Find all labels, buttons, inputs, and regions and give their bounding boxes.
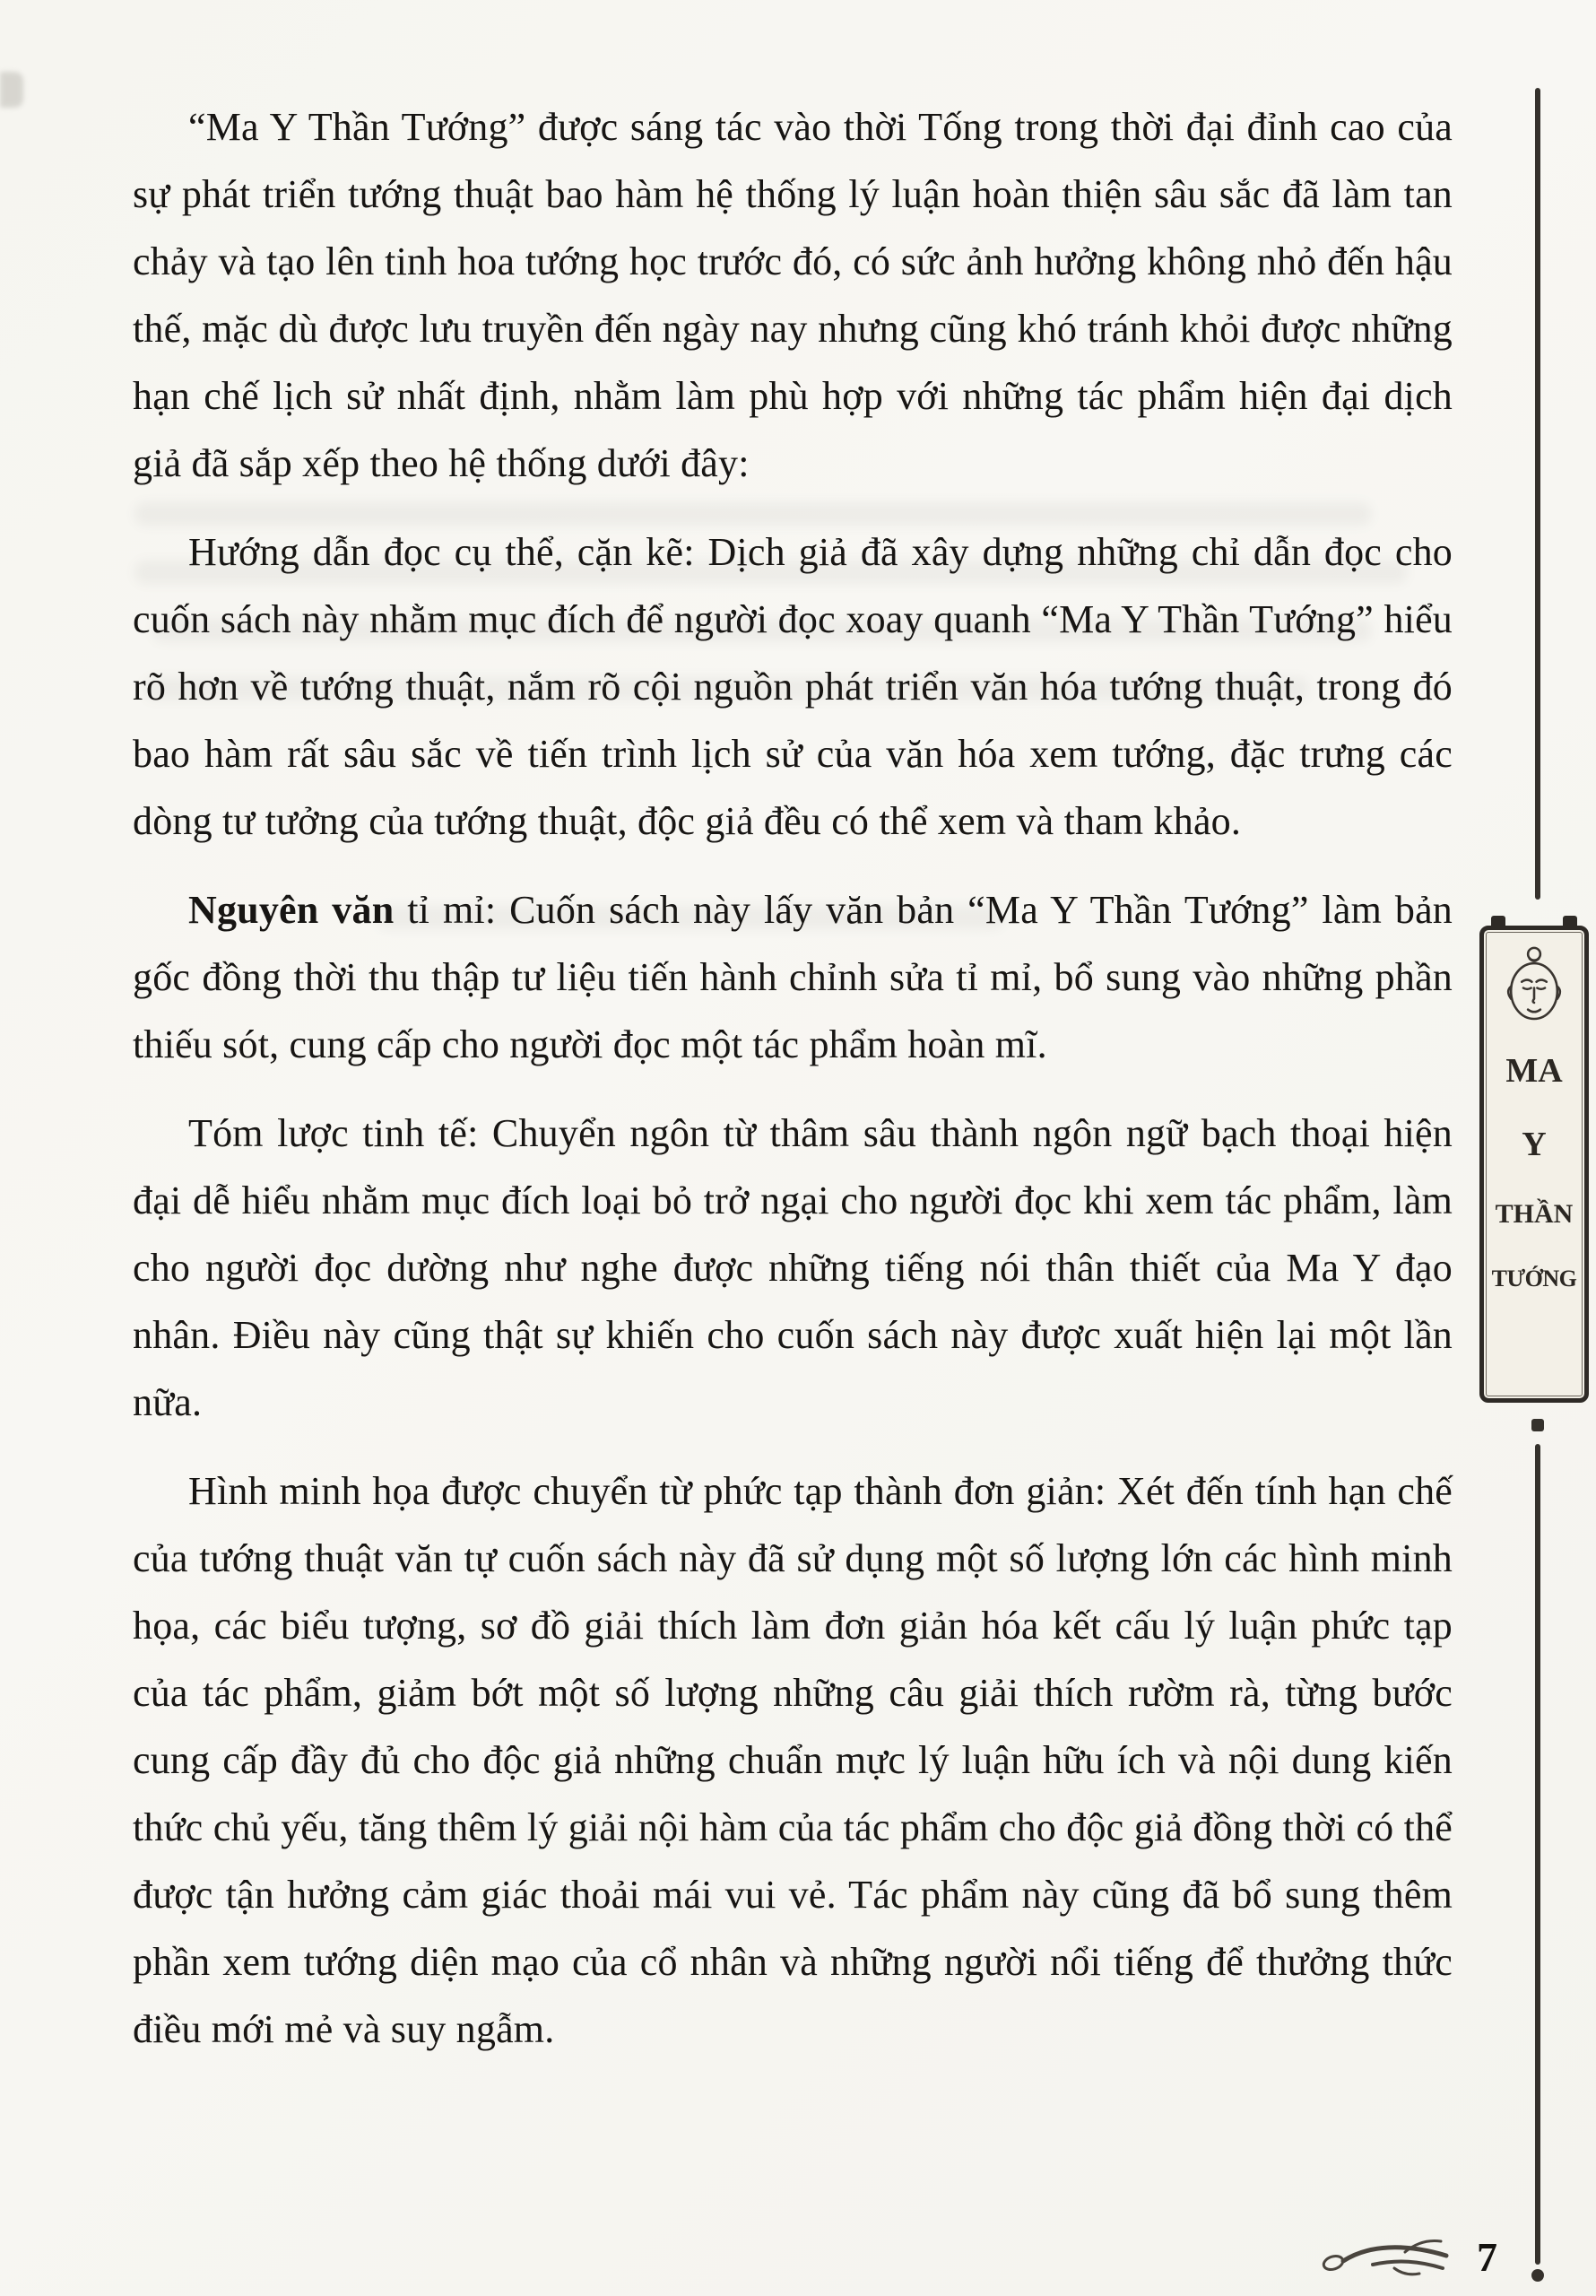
- seal-title-line: THẦN: [1495, 1199, 1574, 1229]
- vertical-rule-bottom: [1535, 1444, 1540, 2265]
- page-number: 7: [1477, 2234, 1497, 2280]
- rule-end-dot: [1531, 2269, 1544, 2282]
- seal-title-line: Y: [1522, 1126, 1547, 1163]
- paragraph-intro: “Ma Y Thần Tướng” được sáng tác vào thời Tống trong thời đại đỉnh cao của sự phát triển tướng thuật bao hàm hệ thống lý luận hoàn thiện sâu sắc đã làm tan chảy và tạo lên tinh hoa tướng học trước đó, có sức ảnh hưởng không nhỏ đến hậu thế, mặc dù được lưu truyền đến ngày nay nhưng cũng khó tránh khỏi được những hạn chế lịch sử nhất định, nhằm làm phù hợp với những tác phẩm hiện đại dịch giả đã sắp xếp theo hệ thống dưới đây:: [133, 105, 1453, 485]
- monk-face-icon: [1496, 943, 1573, 1029]
- paragraph-original-text-body: tỉ mỉ: Cuốn sách này lấy văn bản “Ma Y Thần Tướng” làm bản gốc đồng thời thu thập tư liệu tiến hành chỉnh sửa tỉ mỉ, bổ sung vào những phần thiếu sót, cung cấp cho người đọc một tác phẩm hoàn mĩ.: [133, 888, 1453, 1066]
- scan-artifact: [0, 72, 23, 108]
- paragraph-bold-lead: Nguyên văn: [188, 888, 395, 932]
- seal-title-line: TƯỚNG: [1491, 1265, 1577, 1292]
- rule-dot: [1531, 1419, 1544, 1431]
- paragraph-reading-guide: Hướng dẫn đọc cụ thể, cặn kẽ: Dịch giả đã xây dựng những chỉ dẫn đọc cho cuốn sách này nhằm mục đích để người đọc xoay quanh “Ma Y Thần Tướng” hiểu rõ hơn về tướng thuật, nắm rõ cội nguồn phát triển văn hóa tướng thuật, trong đó bao hàm rất sâu sắc về tiến trình lịch sử của văn hóa xem tướng, đặc trưng các dòng tư tưởng của tướng thuật, độc giả đều có thể xem và tham khảo.: [133, 530, 1453, 843]
- vertical-rule-top: [1535, 88, 1540, 900]
- brush-flourish-icon: [1319, 2232, 1453, 2283]
- book-seal: [1479, 926, 1589, 1403]
- page-footer: [1319, 2226, 1497, 2289]
- paragraph-original-text: [133, 876, 1453, 1078]
- body-text: [133, 93, 1453, 2084]
- paragraph-summary: Tóm lược tinh tế: Chuyển ngôn từ thâm sâu thành ngôn ngữ bạch thoại hiện đại dễ hiểu nhằm mục đích loại bỏ trở ngại cho người đọc khi xem tác phẩm, làm cho người đọc dường như nghe được những tiếng nói thân thiết của Ma Y đạo nhân. Điều này cũng thật sự khiến cho cuốn sách này được xuất hiện lại một lần nữa.: [133, 1111, 1453, 1424]
- paragraph-illustrations: Hình minh họa được chuyển từ phức tạp thành đơn giản: Xét đến tính hạn chế của tướng thuật văn tự cuốn sách này đã sử dụng một số lượng lớn các hình minh họa, các biểu tượng, sơ đồ giải thích làm đơn giản hóa kết cấu lý luận phức tạp của tác phẩm, giảm bớt một số lượng những câu giải thích rườm rà, từng bước cung cấp đầy đủ cho độc giả những chuẩn mực lý luận hữu ích và nội dung kiến thức chủ yếu, tăng thêm lý giải nội hàm của tác phẩm cho độc giả đồng thời có thể được tận hưởng cảm giác thoải mái vui vẻ. Tác phẩm này cũng đã bổ sung thêm phần xem tướng diện mạo của cổ nhân và những người nổi tiếng để thưởng thức điều mới mẻ và suy ngẫm.: [133, 1469, 1453, 2051]
- seal-title-line: MA: [1505, 1052, 1563, 1090]
- seal-title: [1492, 1054, 1577, 1291]
